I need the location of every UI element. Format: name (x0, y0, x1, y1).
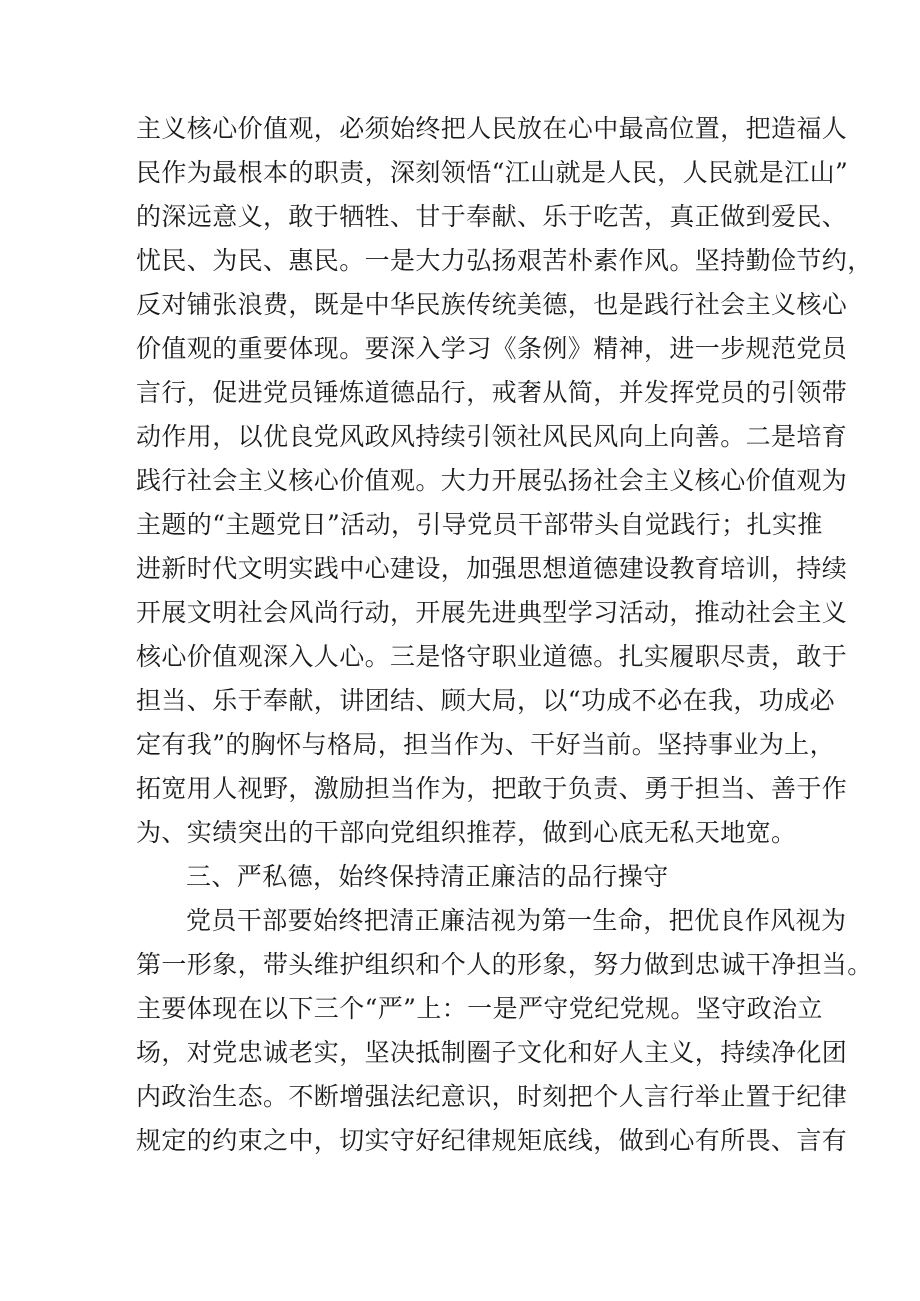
text-line: 开展文明社会风尚行动，开展先进典型学习活动，推动社会主义 (136, 598, 848, 627)
text-line: 党员干部要始终把清正廉洁视为第一生命，把优良作风视为 (186, 906, 847, 935)
text-line: 定有我”的胸怀与格局，担当作为、干好当前。坚持事业为上， (136, 730, 835, 759)
text-line: 忧民、为民、惠民。一是大力弘扬艰苦朴素作风。坚持勤俭节约， (136, 246, 873, 275)
text-line: 进新时代文明实践中心建设，加强思想道德建设教育培训，持续 (136, 554, 848, 583)
text-line: 场，对党忠诚老实，坚决抵制圈子文化和好人主义，持续净化团 (136, 1038, 848, 1067)
text-line: 担当、乐于奉献，讲团结、顾大局，以“功成不必在我，功成必 (136, 686, 835, 715)
text-line: 规定的约束之中，切实守好纪律规矩底线，做到心有所畏、言有 (136, 1126, 848, 1155)
text-line: 反对铺张浪费，既是中华民族传统美德，也是践行社会主义核心 (136, 290, 848, 319)
text-line: 主要体现在以下三个“严”上：一是严守党纪党规。坚守政治立 (136, 994, 823, 1023)
document-body (136, 107, 873, 1163)
text-line: 核心价值观深入人心。三是恪守职业道德。扎实履职尽责，敢于 (136, 642, 848, 671)
text-line: 内政治生态。不断增强法纪意识，时刻把个人言行举止置于纪律 (136, 1082, 848, 1111)
text-line: 价值观的重要体现。要深入学习《条例》精神，进一步规范党员 (136, 334, 848, 363)
text-line: 拓宽用人视野，激励担当作为，把敢于负责、勇于担当、善于作 (136, 774, 848, 803)
text-line: 主题的“主题党日”活动，引导党员干部带头自觉践行；扎实推 (136, 510, 823, 539)
text-line: 践行社会主义核心价值观。大力开展弘扬社会主义核心价值观为 (136, 466, 848, 495)
text-line: 为、实绩突出的干部向党组织推荐，做到心底无私天地宽。 (136, 818, 797, 847)
text-line: 的深远意义，敢于牺牲、甘于奉献、乐于吃苦，真正做到爱民、 (136, 202, 848, 231)
text-line: 民作为最根本的职责，深刻领悟“江山就是人民，人民就是江山” (136, 158, 849, 187)
text-line: 主义核心价值观，必须始终把人民放在心中最高位置，把造福人 (136, 114, 848, 143)
section-heading: 三、严私德，始终保持清正廉洁的品行操守 (186, 862, 669, 891)
text-line: 动作用，以优良党风政风持续引领社风民风向上向善。二是培育 (136, 422, 848, 451)
text-line: 言行，促进党员锤炼道德品行，戒奢从简，并发挥党员的引领带 (136, 378, 848, 407)
text-line: 第一形象，带头维护组织和个人的形象，努力做到忠诚干净担当。 (136, 950, 873, 979)
